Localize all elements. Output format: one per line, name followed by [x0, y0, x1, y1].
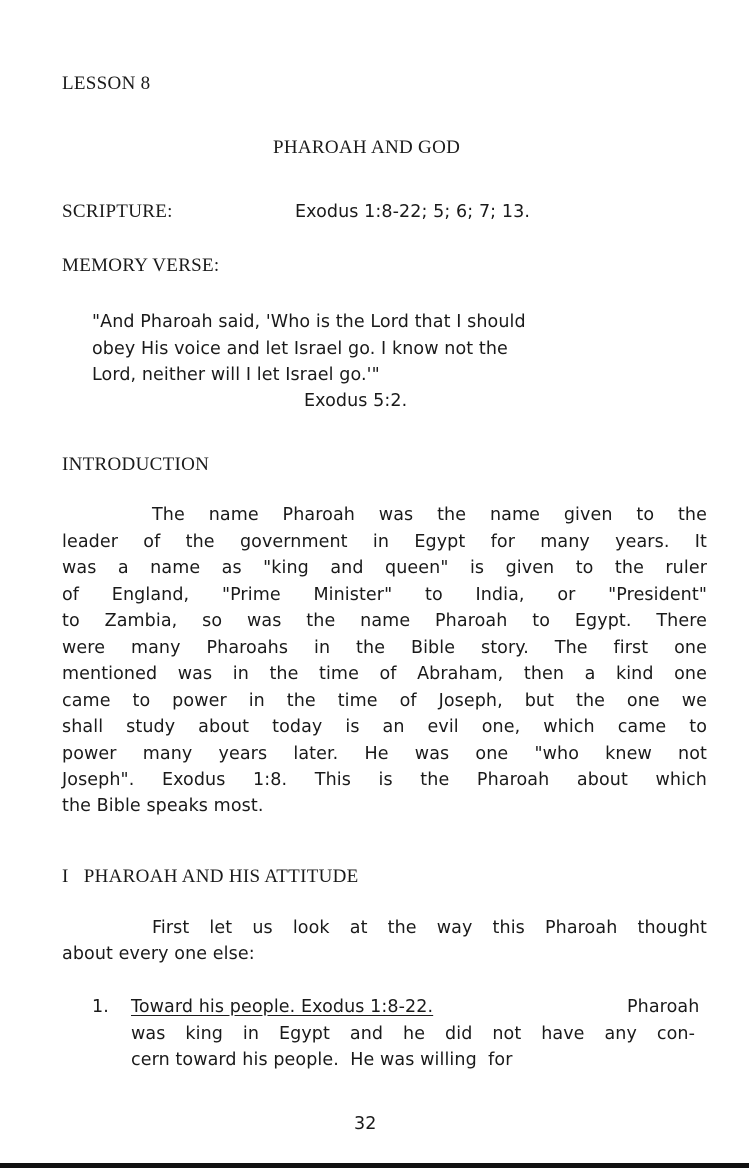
paragraph-line: mentioned was in the time of Abraham, then a kind one [62, 664, 707, 684]
paragraph-line: power many years later. He was one "who knew not [62, 744, 707, 764]
paragraph-line: shall study about today is an evil one, which came to [62, 717, 707, 737]
scripture-value: Exodus 1:8-22; 5; 6; 7; 13. [295, 202, 530, 222]
section-heading: I PHAROAH AND HIS ATTITUDE [62, 866, 359, 887]
memory-verse-line: "And Pharoah said, 'Who is the Lord that I should [92, 312, 526, 332]
paragraph-line: Joseph". Exodus 1:8. This is the Pharoah about which [62, 770, 707, 790]
lesson-label: LESSON 8 [62, 73, 151, 94]
paragraph-line: leader of the government in Egypt for many years. It [62, 532, 707, 552]
list-item-text: Pharoah [627, 997, 700, 1017]
memory-verse-label: MEMORY VERSE: [62, 255, 220, 276]
scripture-label: SCRIPTURE: [62, 201, 173, 222]
introduction-heading: INTRODUCTION [62, 454, 210, 475]
paragraph-line: of England, "Prime Minister" to India, or "President" [62, 585, 707, 605]
memory-verse-line: Lord, neither will I let Israel go.'" [92, 365, 380, 385]
paragraph-line: was a name as "king and queen" is given to the ruler [62, 558, 707, 578]
paragraph-line: The name Pharoah was the name given to the [152, 505, 707, 525]
list-item-line: was king in Egypt and he did not have any con- [131, 1024, 695, 1044]
paragraph-line: to Zambia, so was the name Pharoah to Egypt. There [62, 611, 707, 631]
list-item-number: 1. [92, 997, 109, 1017]
page-title: PHAROAH AND GOD [273, 137, 461, 158]
page-number: 32 [354, 1114, 377, 1134]
memory-verse-reference: Exodus 5:2. [304, 391, 408, 411]
list-item-heading: Toward his people. Exodus 1:8-22. [131, 997, 434, 1017]
paragraph-line: the Bible speaks most. [62, 796, 264, 816]
page-bottom-edge [0, 1163, 749, 1168]
memory-verse-line: obey His voice and let Israel go. I know not the [92, 339, 508, 359]
paragraph-line: First let us look at the way this Pharoah thought [152, 918, 707, 938]
paragraph-line: were many Pharoahs in the Bible story. The first one [62, 638, 707, 658]
list-item-line: cern toward his people. He was willing for [131, 1050, 513, 1070]
paragraph-line: came to power in the time of Joseph, but the one we [62, 691, 707, 711]
paragraph-line: about every one else: [62, 944, 255, 964]
